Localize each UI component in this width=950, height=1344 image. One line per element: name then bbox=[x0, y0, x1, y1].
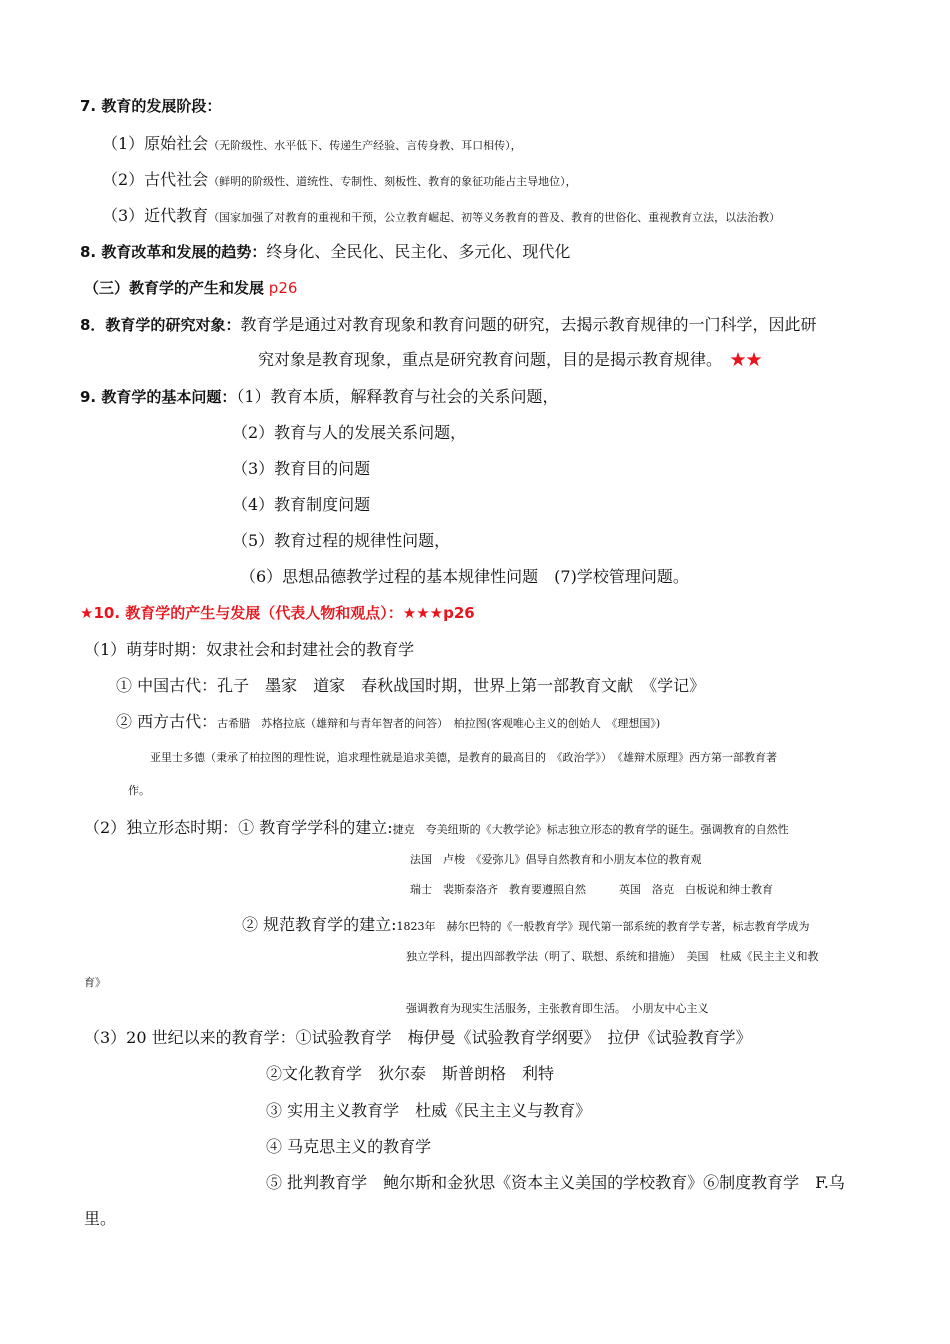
p1-west-main: ② 西方古代： bbox=[116, 712, 218, 731]
s7-item-2-main: （2）古代社会 bbox=[102, 170, 209, 189]
s7-item-1-note: （无阶级性、水平低下、传递生产经验、言传身教、耳口相传）， bbox=[208, 139, 522, 152]
s9-item-2: （2）教育与人的发展关系问题， bbox=[232, 423, 467, 442]
s8b-text-2: 究对象是教育现象，重点是研究教育问题，目的是揭示教育规律。 bbox=[258, 350, 715, 369]
p2-a-note-2: 法国 卢梭 《爱弥儿》倡导自然教育和小朋友本位的教育观 bbox=[410, 853, 702, 866]
s9-line1 bbox=[80, 387, 559, 406]
p3-item-5-tail: 里。 bbox=[84, 1209, 117, 1228]
p3-item-5: ⑤ 批判教育学 鲍尔斯和金狄思《资本主义美国的学校教育》⑥制度教育学 F.乌 bbox=[266, 1173, 845, 1192]
p3-heading: （3）20 世纪以来的教育学：①试验教育学 梅伊曼《试验教育学纲要》 拉伊《试验教育学》 bbox=[84, 1028, 752, 1047]
p2-a-note-3: 瑞士 裴斯泰洛齐 教育要遵照自然 英国 洛克 白板说和绅士教育 bbox=[410, 883, 773, 896]
p3-item-4: ④ 马克思主义的教育学 bbox=[266, 1137, 432, 1156]
s10-title: ★10. 教育学的产生与发展（代表人物和观点）：★★★p26 bbox=[80, 604, 475, 622]
s7-item-3-main: （3）近代教育 bbox=[102, 206, 209, 225]
s7-item-2-note: （鲜明的阶级性、道统性、专制性、刻板性、教育的象征功能占主导地位）， bbox=[208, 175, 577, 188]
p2-heading: （2）独立形态时期：① 教育学学科的建立: bbox=[84, 818, 393, 837]
s8a-text: 终身化、全民化、民主化、多元化、现代化 bbox=[266, 242, 571, 261]
sec3-title: （三）教育学的产生和发展 bbox=[84, 279, 265, 297]
p2-b-note-3: 育》 bbox=[84, 976, 106, 989]
p1-west-line3: 作。 bbox=[128, 784, 150, 797]
p1-west-note: 古希腊 苏格拉底（雄辩和与青年智者的问答） 柏拉图(客观唯心主义的创始人 《理想国》) bbox=[217, 717, 661, 730]
p2-b-note-1: 1823年 赫尔巴特的《一般教育学》现代第一部系统的教育学专著，标志教育学成为 bbox=[396, 920, 810, 933]
s9-item-5: （5）教育过程的规律性问题， bbox=[232, 531, 451, 550]
s7-item-2 bbox=[102, 170, 577, 189]
s8b-line2 bbox=[258, 350, 762, 369]
s9-item-3: （3）教育目的问题 bbox=[232, 459, 371, 478]
s7-item-1 bbox=[102, 134, 522, 153]
sec3-heading bbox=[84, 279, 297, 297]
s7-title: 7. 教育的发展阶段： bbox=[80, 97, 222, 115]
s9-item-1: （1）教育本质，解释教育与社会的关系问题， bbox=[236, 387, 559, 406]
s8b-text-1: 教育学是通过对教育现象和教育问题的研究，去揭示教育规律的一门科学，因此研 bbox=[240, 315, 817, 334]
p2-line1 bbox=[84, 818, 789, 837]
s7-item-3-note: （国家加强了对教育的重视和干预，公立教育崛起、初等义务教育的普及、教育的世俗化、重视教育立法，以法治教） bbox=[208, 211, 781, 224]
p1-west-line2: 亚里士多德（秉承了柏拉图的理性说，追求理性就是追求美德，是教育的最高目的 《政治学》） 《雄辩术原理》西方第一部教育著 bbox=[150, 751, 777, 764]
p1-west bbox=[116, 712, 660, 731]
p2-b-line1 bbox=[242, 915, 809, 934]
s9-item-6: （6）思想品德教学过程的基本规律性问题 (7)学校管理问题。 bbox=[240, 567, 689, 586]
sec3-page: p26 bbox=[268, 279, 298, 297]
p2-a-note-1: 捷克 夸美纽斯的《大教学论》标志独立形态的教育学的诞生。强调教育的自然性 bbox=[392, 823, 789, 836]
p1-china: ① 中国古代：孔子 墨家 道家 春秋战国时期，世界上第一部教育文献 《学记》 bbox=[116, 676, 706, 695]
p2-b-main: ② 规范教育学的建立: bbox=[242, 915, 397, 934]
p2-b-note-2: 独立学科，提出四部教学法（明了、联想、系统和措施） 美国 杜威《民主主义和教 bbox=[406, 950, 819, 963]
s7-item-1-main: （1）原始社会 bbox=[102, 134, 209, 153]
s9-label: 9. 教育学的基本问题： bbox=[80, 388, 237, 406]
s8a-label: 8. 教育改革和发展的趋势： bbox=[80, 243, 267, 261]
p3-item-2: ②文化教育学 狄尔泰 斯普朗格 利特 bbox=[266, 1064, 555, 1083]
s7-item-3 bbox=[102, 206, 780, 225]
p3-item-3: ③ 实用主义教育学 杜威《民主主义与教育》 bbox=[266, 1101, 592, 1120]
s9-item-4: （4）教育制度问题 bbox=[232, 495, 371, 514]
s8b-stars: ★★ bbox=[730, 350, 763, 369]
p1-heading: （1）萌芽时期：奴隶社会和封建社会的教育学 bbox=[84, 640, 415, 659]
s8b-label: 8．教育学的研究对象： bbox=[80, 316, 241, 334]
s8a-line bbox=[80, 242, 570, 261]
p2-b-note-4: 强调教育为现实生活服务，主张教育即生活。 小朋友中心主义 bbox=[406, 1002, 709, 1015]
s8b-line1 bbox=[80, 315, 816, 334]
